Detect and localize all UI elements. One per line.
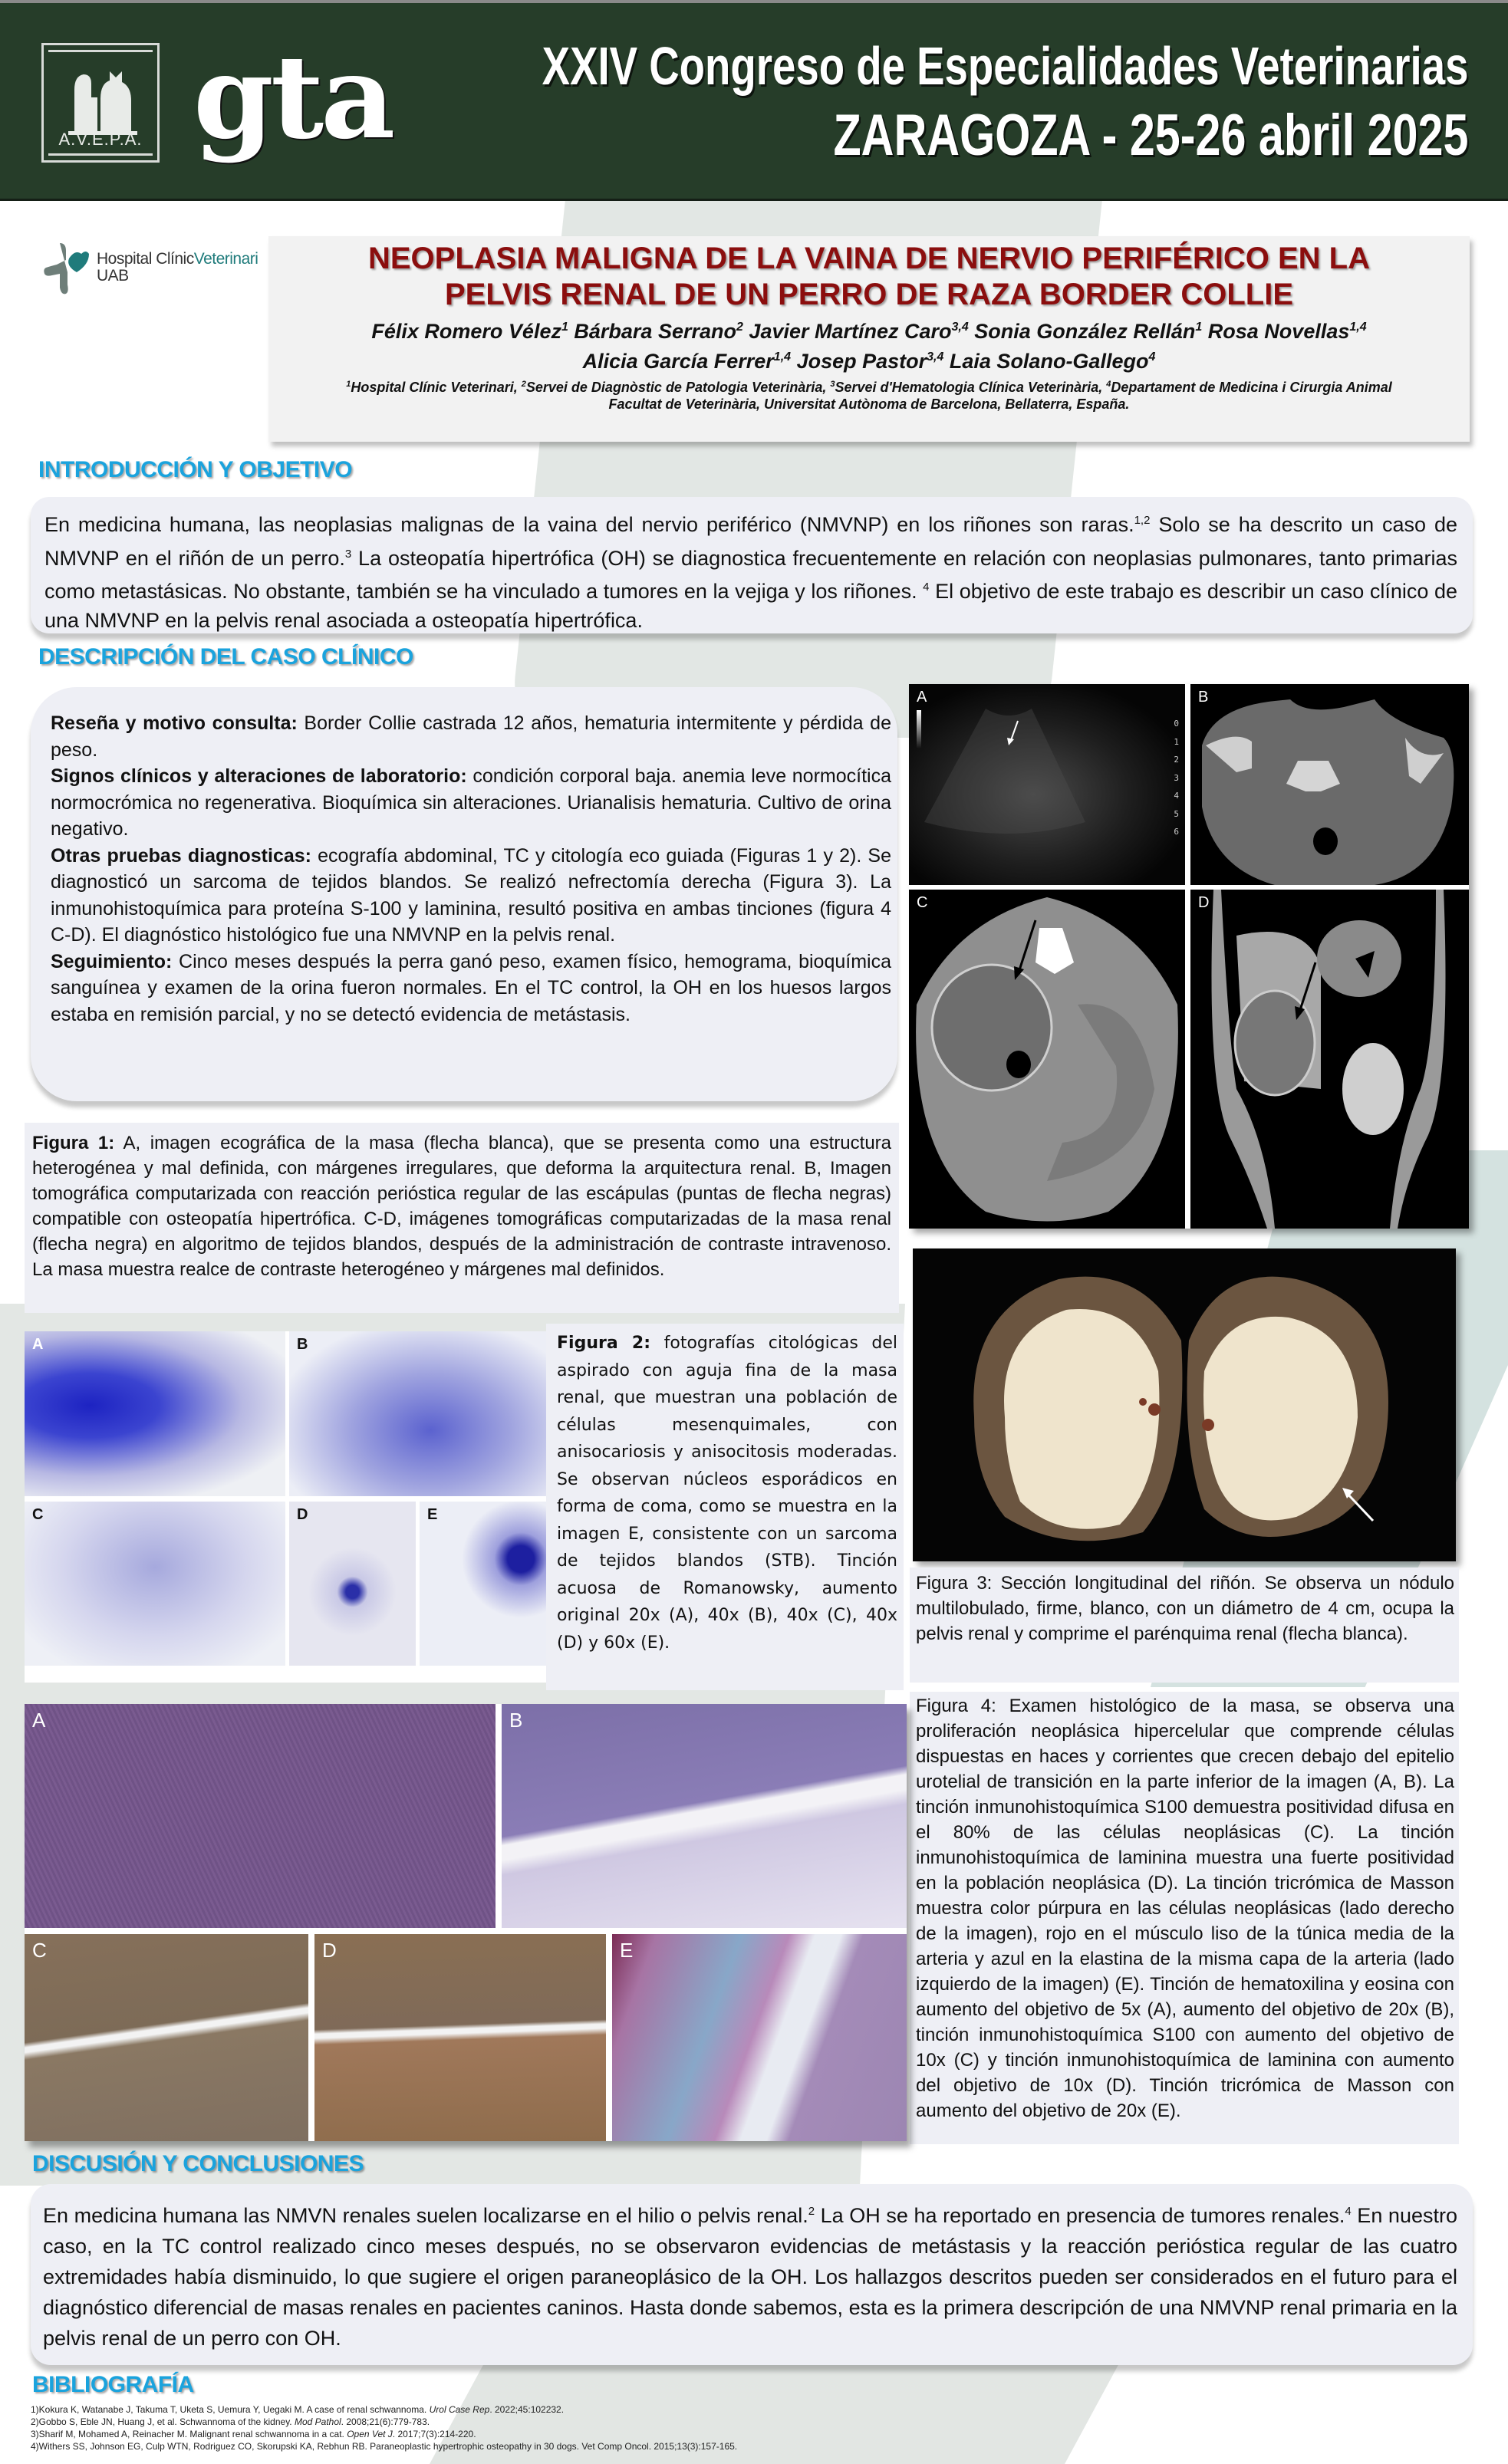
hospital-cross-icon [43, 242, 89, 295]
author: Josep Pastor [796, 350, 927, 373]
case-label: Reseña y motivo consulta: [51, 712, 298, 734]
scale-tick: 3 [1174, 772, 1179, 783]
figure2-images [25, 1331, 546, 1683]
intro-sentence: Solo se ha descrito un caso de NMVNP en el riñón de un perro. [44, 513, 1458, 570]
reference [31, 2428, 1028, 2440]
reference [31, 2440, 1028, 2452]
case-paragraph [51, 843, 891, 949]
histology-image-e [612, 1934, 907, 2141]
author-affiliation: 1,4 [1349, 321, 1367, 334]
cytology-image-c [25, 1502, 285, 1666]
panel-label: B [297, 1336, 308, 1353]
caption-text [32, 1130, 891, 1282]
scale-tick: 4 [1174, 791, 1179, 801]
author: Sonia González Rellán [974, 320, 1196, 343]
discussion-sentence: La OH se ha reportado en presencia de tumores renales. [815, 2204, 1345, 2227]
faculty: Facultat de Veterinària, Universitat Autònoma de Barcelona, Bellaterra, España. [608, 396, 1130, 412]
author: Félix Romero Vélez [371, 320, 561, 343]
scale-tick: 6 [1174, 827, 1179, 837]
intro-sentence: La osteopatía hipertrófica (OH) se diagnostica frecuentemente en relación con neoplasias pulmonares, tanto primarias como metastásicas. No obstante, también se ha vinculado a tumores en la vejiga y los riñones. [44, 546, 1457, 603]
hospital-veterinari: Veterinari [193, 250, 258, 268]
author-affiliation: 3,4 [951, 321, 969, 334]
citation: 4 [923, 581, 930, 594]
case-text: Cinco meses después la perra ganó peso, examen físico, hemograma, bioquímica sanguínea y examen de la orina fueron normales. En el TC control, la OH en los huesos largos estaba en remisión parcial, y no se detectó evidencia de metástasis. [51, 950, 891, 1025]
caption-body: fotografías citológicas del aspirado con aguja fina de la masa renal, que muestran una población de células mesenquimales, con anisocariosis y anisocitosis moderadas. Se observan núcleos esporádicos en forma de coma, como se muestra en la imagen E, consistente con un sarcoma de tejidos blandos (STB). Tinción acuosa de Romanowsky, aumento original 20x (A), 40x (B), 40x (C), 40x (D) y 60x (E). [557, 1334, 897, 1653]
case-label: Seguimiento: [51, 950, 173, 972]
section-title-discussion: DISCUSIÓN Y CONCLUSIONES [32, 2151, 364, 2176]
figure2-caption [546, 1324, 904, 1690]
reference [31, 2403, 1028, 2416]
discussion-text [43, 2196, 1457, 2354]
aff-num: 3 [830, 380, 835, 389]
affiliations [268, 376, 1470, 413]
animals-icon [61, 67, 145, 136]
histology-image-c [25, 1934, 308, 2141]
affiliation: Departament de Medicina i Cirurgia Animal [1111, 380, 1392, 395]
histology-image-d [314, 1934, 606, 2141]
case-paragraph [51, 710, 891, 763]
author: Javier Martínez Caro [749, 320, 952, 343]
scale-tick: 1 [1174, 736, 1179, 747]
intro-text [44, 506, 1457, 635]
citation: 4 [1345, 2205, 1352, 2218]
affiliation: Servei de Diagnòstic de Patologia Veterinària, [525, 380, 831, 395]
hospital-uab: UAB [97, 267, 129, 285]
title-line-2: PELVIS RENAL DE UN PERRO DE RAZA BORDER COLLIE [444, 278, 1293, 311]
section-title-intro: INTRODUCCIÓN Y OBJETIVO [38, 457, 353, 482]
bibliography-list [31, 2403, 1028, 2452]
gta-logo: gta [193, 30, 393, 165]
case-text: Border Collie castrada 12 años, hematuria intermitente y pérdida de peso. [51, 712, 891, 761]
intro-sentence: El objetivo de este trabajo es describir un caso clínico de una NMVNP en la pelvis renal asociada a osteopatía hipertrófica. [44, 580, 1457, 632]
cytology-image-a [25, 1331, 285, 1496]
ref-journal: Urol Case Rep [429, 2404, 490, 2415]
caption-text [557, 1330, 897, 1656]
ref-text: 4)Withers SS, Johnson EG, Culp WTN, Rodriguez CO, Skorupski KA, Rebhun RB. Paraneoplastic hypertrophic osteopathy in 30 dogs. Vet Comp Oncol. 2015;13(3):157-165. [31, 2441, 738, 2452]
author-affiliation: 3,4 [927, 350, 944, 364]
author: Laia Solano-Gallego [949, 350, 1149, 373]
ct-scan-shape [909, 890, 1185, 1229]
figure1-caption [25, 1123, 899, 1313]
author: Bárbara Serrano [574, 320, 736, 343]
case-text: condición corporal baja. anemia leve normocítica normocrómica no regenerativa. Bioquímica sin alteraciones. Urianalisis hematuria. Cultivo de orina negativo. [51, 765, 891, 840]
citation: 2 [808, 2205, 815, 2218]
authors [268, 314, 1470, 374]
ref-text: . 2022;45:102232. [489, 2404, 565, 2415]
ref-text: 1)Kokura K, Watanabe J, Takuma T, Uketa S, Uemura Y, Uegaki M. A case of renal schwannoma. [31, 2404, 430, 2415]
citation: 1,2 [1134, 514, 1151, 527]
panel-label: C [917, 894, 928, 911]
panel-label: A [32, 1709, 46, 1732]
case-paragraph [51, 949, 891, 1028]
figure3-caption [910, 1568, 1459, 1683]
ultrasound-image [909, 684, 1185, 885]
title-line-1: NEOPLASIA MALIGNA DE LA VAINA DE NERVIO PERIFÉRICO EN LA [367, 242, 1370, 275]
kidney-halves [913, 1248, 1456, 1561]
author-affiliation: 2 [736, 321, 743, 334]
hospital-logo [43, 242, 273, 295]
ref-text: 2)Gobbo S, Eble JN, Huang J, et al. Schwannoma of the kidney. [31, 2416, 295, 2427]
caption-label: Figura 1: [32, 1133, 115, 1153]
histology-image-b [502, 1704, 907, 1928]
ref-text: . 2017;7(3):214-220. [392, 2429, 476, 2439]
panel-label: B [509, 1709, 523, 1732]
ct-axial-image [909, 890, 1185, 1229]
reference [31, 2416, 1028, 2428]
caption-label: Figura 2: [557, 1334, 651, 1353]
ref-journal: Mod Pathol [294, 2416, 341, 2427]
case-paragraph [51, 763, 891, 843]
ref-journal: Open Vet J [347, 2429, 393, 2439]
cytology-image-b [289, 1331, 546, 1496]
ct-scan-shape [1190, 890, 1469, 1229]
caption-text: Figura 4: Examen histológico de la masa, se observa una proliferación neoplásica hipercelular que comprende células dispuestas en haces y corrientes que crecen debajo del epitelio urotelial de transición en la parte inferior de la imagen (A, B). La tinción inmunohistoquímica S100 demuestra positividad difusa en el 80% de las células neoplásicas (C). La tinción inmunohistoquímica de laminina muestra una fuerte positividad en la población neoplásica (D). La tinción tricrómica de Masson muestra color púrpura en las células neoplásicas (lado derecho de la imagen), rojo en el músculo liso de la túnica media de la arteria y azul en la elastina de la misma capa de la arteria (lado izquierdo de la imagen) (E). Tinción de hematoxilina y eosina con aumento del objetivo de 5x (A), aumento del objetivo de 20x (B), tinción inmunohistoquímica S100 con aumento del objetivo de 10x (C) y tinción inmunohistoquímica de laminina con aumento del objetivo de 10x (D). Tinción tricrómica de Masson con aumento del objetivo de 20x (E). [916, 1696, 1454, 2121]
author: Rosa Novellas [1207, 320, 1350, 343]
case-label: Signos clínicos y alteraciones de laboratorio: [51, 765, 467, 787]
caption-text: Figura 3: Sección longitudinal del riñón. Se observa un nódulo multilobulado, firme, blanco, con un diámetro de 4 cm, ocupa la pelvis renal y comprime el parénquima renal (flecha blanca). [916, 1573, 1454, 1644]
author: Alicia García Ferrer [582, 350, 774, 373]
panel-label: C [32, 1939, 47, 1962]
panel-label: C [32, 1506, 44, 1523]
discussion-sentence: En medicina humana las NMVN renales suelen localizarse en el hilio o pelvis renal. [43, 2204, 808, 2227]
hospital-name: Hospital Clínic [97, 250, 194, 268]
case-text: ecografía abdominal, TC y citología eco guiada (Figuras 1 y 2). Se diagnosticó un sarcoma de tejidos blandos. Se realizó nefrectomía derecha (Figura 3). La inmunohistoquímica para proteína S-100 y laminina, resultó positiva en ambas tinciones (figura 4 C-D). El diagnóstico histológico fue una NMVNP en la pelvis renal. [51, 844, 891, 946]
discussion-sentence: En nuestro caso, en la TC control realizado cinco meses después, no se observaron evidencias de metástasis y la reacción perióstica regular de las cuatro extremidades había disminuido, lo que sugiere el origen paraneoplásico de la OH. Los hallazgos descritos pueden ser considerados en el futuro para el diagnóstico diferencial de masas renales en pacientes caninos. Hasta donde sabemos, esta es la primera descripción de una NMVNP renal primaria en la pelvis renal de un perro con OH. [43, 2204, 1457, 2350]
figure4-caption [910, 1692, 1459, 2144]
avepa-logo [41, 43, 160, 163]
avepa-label: A.V.E.P.A. [58, 130, 143, 149]
scale-tick: 2 [1174, 755, 1179, 765]
ref-text: 3)Sharif M, Mohamed A, Reinacher M. Malignant renal schwannoma in a cat. [31, 2429, 347, 2439]
panel-label: D [322, 1939, 337, 1962]
poster-header [0, 0, 1508, 201]
aff-num: 2 [521, 380, 526, 389]
panel-label: D [1198, 894, 1210, 911]
intro-sentence: En medicina humana, las neoplasias malignas de la vaina del nervio periférico (NMVNP) en los riñones son raras. [44, 513, 1134, 536]
caption-body: A, imagen ecográfica de la masa (flecha blanca), que se presenta como una estructura heterogénea y mal definida, con márgenes irregulares, que deforma la arquitectura renal. B, Imagen tomográfica computarizada con reacción perióstica regular de las escápulas (puntas de flecha negras) compatible con osteopatía hipertrófica. C-D, imágenes tomográficas computarizadas de la masa renal (flecha negra) en algoritmo de tejidos blandos, después de la administración de contraste intravenoso. La masa muestra realce de contraste heterogéneo y márgenes mal definidos. [32, 1133, 892, 1280]
author-affiliation: 1 [1195, 321, 1203, 334]
ct-coronal-image [1190, 890, 1469, 1229]
section-title-bibliography: BIBLIOGRAFÍA [32, 2372, 194, 2397]
case-box [31, 687, 897, 1101]
ref-text: . 2008;21(6):779-783. [341, 2416, 430, 2427]
scale-tick: 0 [1174, 719, 1179, 729]
depth-scale [1174, 715, 1179, 841]
kidney-section-photo [913, 1248, 1456, 1561]
author-affiliation: 1,4 [773, 350, 792, 364]
cytology-image-e [420, 1502, 546, 1666]
aff-num: 1 [346, 380, 351, 389]
figure4-images [25, 1704, 907, 2141]
histology-image-a [25, 1704, 496, 1928]
ultrasound-fan [909, 684, 1185, 885]
affiliation: Hospital Clínic Veterinari, [351, 380, 522, 395]
ct-scan-shape [1190, 684, 1469, 885]
poster-title [268, 241, 1470, 313]
panel-label: B [1198, 689, 1209, 706]
congress-name: XXIV Congreso de Especialidades Veterinarias [542, 36, 1468, 96]
scale-tick: 5 [1174, 808, 1179, 819]
citation: 3 [344, 547, 352, 561]
panel-label: E [427, 1506, 438, 1523]
panel-label: E [620, 1939, 634, 1962]
panel-label: A [32, 1336, 44, 1353]
author-affiliation: 1 [561, 321, 568, 334]
congress-title [281, 34, 1468, 173]
congress-date: ZARAGOZA - 25-26 abril 2025 [833, 103, 1468, 168]
case-label: Otras pruebas diagnosticas: [51, 844, 311, 867]
section-title-case: DESCRIPCIÓN DEL CASO CLÍNICO [38, 644, 413, 669]
affiliation: Servei d'Hematologia Clínica Veterinària, [835, 380, 1107, 395]
ct-scapula-image [1190, 684, 1469, 885]
discussion-box [31, 2184, 1473, 2365]
cytology-image-d [289, 1502, 416, 1666]
figure1-images [909, 684, 1469, 1229]
intro-box [31, 497, 1473, 633]
author-affiliation: 4 [1148, 350, 1156, 364]
aff-num: 4 [1106, 380, 1111, 389]
title-box [268, 236, 1470, 442]
panel-label: D [297, 1506, 308, 1523]
panel-label: A [917, 689, 927, 706]
